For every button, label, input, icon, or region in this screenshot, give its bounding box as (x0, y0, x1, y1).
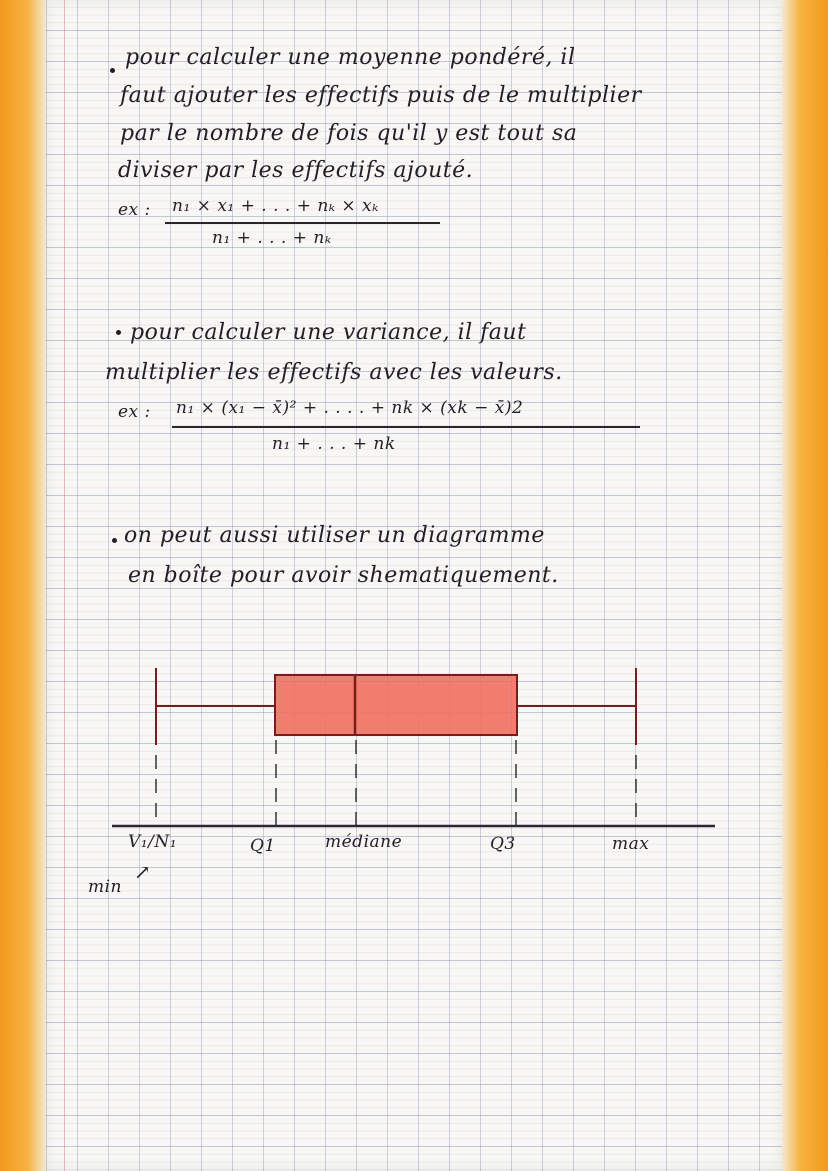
label-q1: Q1 (250, 836, 276, 856)
text-mean-line-2: faut ajouter les effectifs puis de le multiplier (120, 83, 642, 108)
label-q3: Q3 (490, 834, 516, 854)
box-plot-box (275, 675, 517, 735)
variance-formula-numerator: n₁ × (x₁ − x̄)² + . . . . + nk × (xk − x̄)2 (176, 398, 524, 418)
variance-formula-denominator: n₁ + . . . + nk (272, 434, 396, 454)
label-max: max (612, 834, 650, 854)
mean-formula-denominator: n₁ + . . . + nₖ (212, 228, 332, 248)
mean-formula-numerator: n₁ × x₁ + . . . + nₖ × xₖ (172, 196, 379, 216)
text-mean-line-4: diviser par les effectifs ajouté. (118, 158, 474, 183)
text-mean-line-1: pour calculer une moyenne pondéré, il (125, 45, 576, 70)
arrow-icon: ↗ (134, 860, 152, 884)
dashed-guides (156, 740, 636, 826)
text-boxplot-line-2: en boîte pour avoir shematiquement. (128, 563, 559, 588)
text-mean-line-3: par le nombre de fois qu'il y est tout sa (120, 121, 578, 146)
label-median: médiane (325, 832, 403, 852)
label-min: min (88, 877, 123, 897)
label-v1-n1: V₁/N₁ (128, 832, 178, 852)
text-variance-line-1: pour calculer une variance, il faut (130, 320, 527, 345)
example-label-2: ex : (118, 402, 151, 422)
example-label-1: ex : (118, 200, 151, 220)
text-variance-line-2: multiplier les effectifs avec les valeurs. (105, 360, 563, 385)
text-boxplot-line-1: on peut aussi utiliser un diagramme (124, 523, 545, 548)
